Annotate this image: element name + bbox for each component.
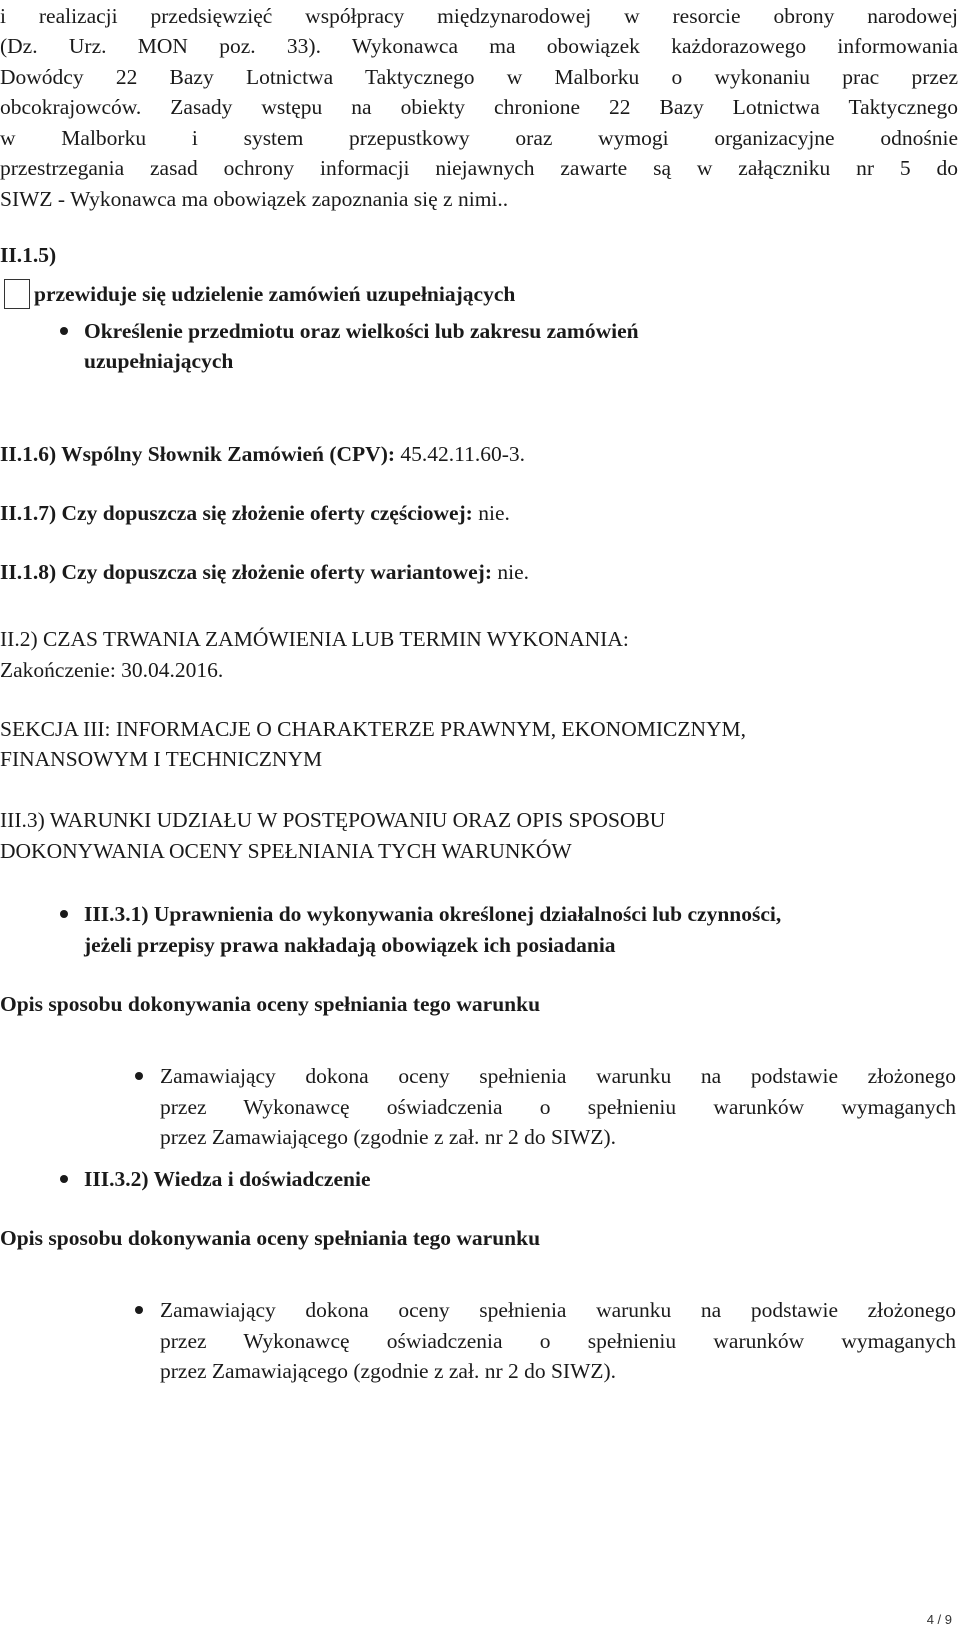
assessment-text-line-1: Zamawiający dokona oceny spełnienia warunku na podstawie złożonego [160, 1298, 956, 1322]
supplementary-scope-line-2: uzupełniających [84, 349, 234, 373]
assessment-text-line-3: przez Zamawiającego (zgodnie z zał. nr 2 do SIWZ). [160, 1125, 617, 1149]
assessment-text-line-2: przez Wykonawcę oświadczenia o spełnieniu warunków wymaganych [160, 1095, 956, 1119]
variant-offer-value: nie. [492, 560, 530, 584]
bullet-icon [60, 327, 68, 335]
section-ii-1-5-heading: II.1.5) [0, 243, 57, 267]
bullet-icon [60, 910, 68, 918]
section-iii-3-heading-line-2: DOKONYWANIA OCENY SPEŁNIANIA TYCH WARUNKÓW [0, 839, 572, 863]
bullet-icon [60, 1175, 68, 1183]
assessment-description-heading: Opis sposobu dokonywania oceny spełniania tego warunku [0, 1226, 541, 1250]
section-iii-3-1-line-1: III.3.1) Uprawnienia do wykonywania określonej działalności lub czynności, [84, 902, 782, 926]
section-ii-1-6 [0, 438, 960, 470]
assessment-text-line-3: przez Zamawiającego (zgodnie z zał. nr 2 do SIWZ). [160, 1359, 617, 1383]
page-number: 4 / 9 [926, 1612, 952, 1627]
section-iii-title-line-2: FINANSOWYM I TECHNICZNYM [0, 747, 323, 771]
section-ii-1-7 [0, 497, 960, 529]
intro-line-2: (Dz. Urz. MON poz. 33). Wykonawca ma obowiązek każdorazowego informowania [0, 34, 958, 58]
partial-offer-label: II.1.7) Czy dopuszcza się złożenie oferty częściowej: [0, 501, 473, 525]
partial-offer-value: nie. [472, 501, 510, 525]
supplementary-orders-checkbox[interactable] [4, 279, 30, 309]
supplementary-scope-line-1: Określenie przedmiotu oraz wielkości lub zakresu zamówień [84, 319, 639, 343]
assessment-text-line-2: przez Wykonawcę oświadczenia o spełnieniu warunków wymaganych [160, 1329, 956, 1353]
section-iii-3-1-line-2: jeżeli przepisy prawa nakładają obowiązek ich posiadania [84, 933, 616, 957]
intro-line-5: w Malborku i system przepustkowy oraz wymogi organizacyjne odnośnie [0, 126, 958, 150]
section-ii-1-8 [0, 556, 960, 588]
section-ii-2-heading: II.2) CZAS TRWANIA ZAMÓWIENIA LUB TERMIN WYKONANIA: [0, 627, 629, 651]
intro-line-6: przestrzegania zasad ochrony informacji niejawnych zawarte są w załączniku nr 5 do [0, 156, 958, 180]
assessment-text-line-1: Zamawiający dokona oceny spełnienia warunku na podstawie złożonego [160, 1064, 956, 1088]
cpv-value: 45.42.11.60-3. [395, 442, 526, 466]
section-iii-title-line-1: SEKCJA III: INFORMACJE O CHARAKTERZE PRAWNYM, EKONOMICZNYM, [0, 717, 747, 741]
cpv-label: II.1.6) Wspólny Słownik Zamówień (CPV): [0, 442, 396, 466]
bullet-icon [135, 1306, 143, 1314]
intro-line-1: i realizacji przedsięwzięć współpracy międzynarodowej w resorcie obrony narodowej [0, 4, 958, 28]
intro-line-4: obcokrajowców. Zasady wstępu na obiekty chronione 22 Bazy Lotnictwa Taktycznego [0, 95, 958, 119]
assessment-description-heading: Opis sposobu dokonywania oceny spełniania tego warunku [0, 992, 541, 1016]
supplementary-orders-label: przewiduje się udzielenie zamówień uzupełniających [34, 282, 516, 306]
intro-line-3: Dowódcy 22 Bazy Lotnictwa Taktycznego w Malborku o wykonaniu prac przez [0, 65, 958, 89]
variant-offer-label: II.1.8) Czy dopuszcza się złożenie oferty wariantowej: [0, 560, 492, 584]
section-iii-3-heading-line-1: III.3) WARUNKI UDZIAŁU W POSTĘPOWANIU ORAZ OPIS SPOSOBU [0, 808, 666, 832]
intro-line-7: SIWZ - Wykonawca ma obowiązek zapoznania się z nimi.. [0, 187, 509, 211]
completion-date: Zakończenie: 30.04.2016. [0, 658, 224, 682]
section-iii-3-2-heading: III.3.2) Wiedza i doświadczenie [84, 1167, 371, 1191]
bullet-icon [135, 1072, 143, 1080]
